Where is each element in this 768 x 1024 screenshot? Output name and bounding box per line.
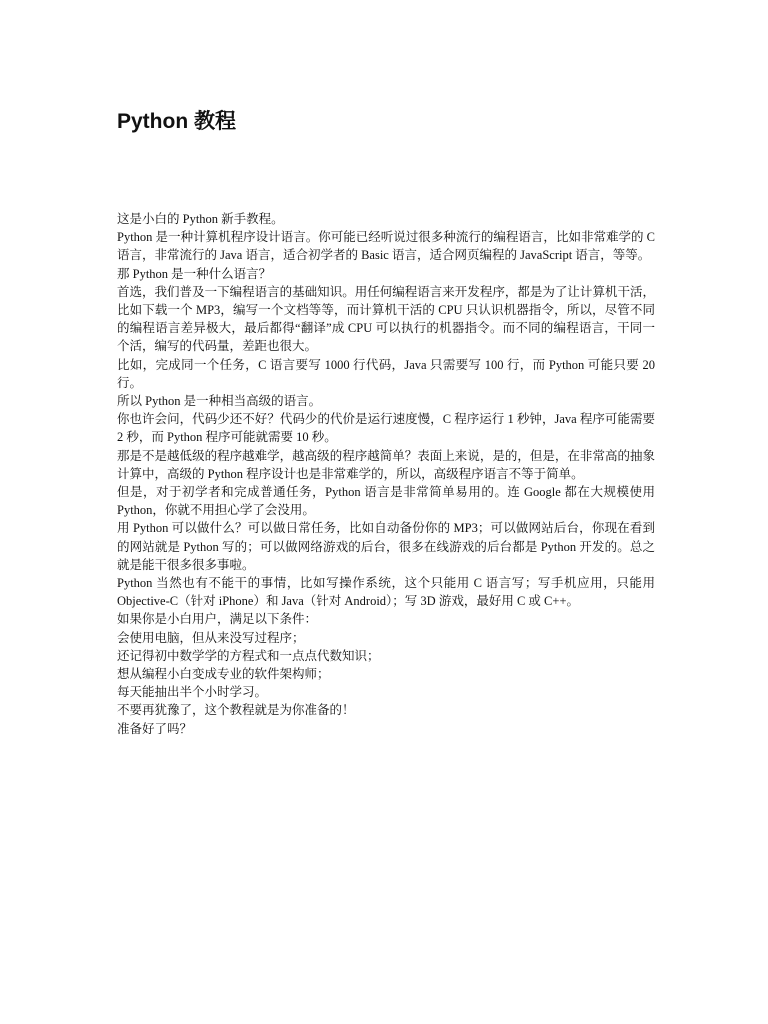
paragraph: 还记得初中数学学的方程式和一点点代数知识； xyxy=(117,648,380,663)
paragraph: 不要再犹豫了，这个教程就是为你准备的！ xyxy=(117,703,355,718)
paragraph: 但是，对于初学者和完成普通任务，Python 语言是非常简单易用的。连 Google 都在大规模使用 Python，你就不用担心学了会没用。 xyxy=(117,485,655,518)
paragraph: 比如，完成同一个任务，C 语言要写 1000 行代码，Java 只需要写 100 行，而 Python 可能只要 20 行。 xyxy=(117,357,655,390)
document-title: Python 教程 xyxy=(117,110,236,133)
document-body xyxy=(117,210,655,738)
paragraph: 这是小白的 Python 新手教程。 xyxy=(117,212,284,226)
paragraph: 如果你是小白用户，满足以下条件： xyxy=(117,612,318,627)
paragraph: Python 当然也有不能干的事情，比如写操作系统，这个只能用 C 语言写；写手机应用，只能用 Objective-C（针对 iPhone）和 Java（针对 Android）；写 3D 游戏，最好用 C 或 C++。 xyxy=(117,576,655,609)
paragraph: 想从编程小白变成专业的软件架构师； xyxy=(117,667,330,682)
paragraph: 那是不是越低级的程序越难学，越高级的程序越简单？表面上来说，是的，但是，在非常高的抽象计算中，高级的 Python 程序设计也是非常难学的，所以，高级程序语言不等于简单。 xyxy=(117,448,655,481)
paragraph: 用 Python 可以做什么？可以做日常任务，比如自动备份你的 MP3；可以做网站后台，你现在看到的网站就是 Python 写的；可以做网络游戏的后台，很多在线游戏的后台都是 Python 开发的。总之就是能干很多很多事啦。 xyxy=(117,521,655,572)
paragraph: 会使用电脑，但从来没写过程序； xyxy=(117,630,305,645)
paragraph: Python 是一种计算机程序设计语言。你可能已经听说过很多种流行的编程语言，比如非常难学的 C 语言，非常流行的 Java 语言，适合初学者的 Basic 语言，适合网页编程的 JavaScript 语言，等等。 xyxy=(117,230,655,263)
paragraph: 你也许会问，代码少还不好？代码少的代价是运行速度慢，C 程序运行 1 秒钟，Java 程序可能需要 2 秒，而 Python 程序可能就需要 10 秒。 xyxy=(117,412,655,445)
paragraph: 每天能抽出半个小时学习。 xyxy=(117,685,268,700)
paragraph: 准备好了吗？ xyxy=(117,721,193,736)
paragraph: 所以 Python 是一种相当高级的语言。 xyxy=(117,394,322,409)
paragraph: 那 Python 是一种什么语言？ xyxy=(117,266,272,281)
paragraph: 首选，我们普及一下编程语言的基础知识。用任何编程语言来开发程序，都是为了让计算机干活，比如下载一个 MP3，编写一个文档等等，而计算机干活的 CPU 只认识机器指令，所以，尽管不同的编程语言差异极大，最后都得“翻译”成 CPU 可以执行的机器指令。而不同的编程语言，干同一个活，编写的代码量，差距也很大。 xyxy=(117,284,655,354)
